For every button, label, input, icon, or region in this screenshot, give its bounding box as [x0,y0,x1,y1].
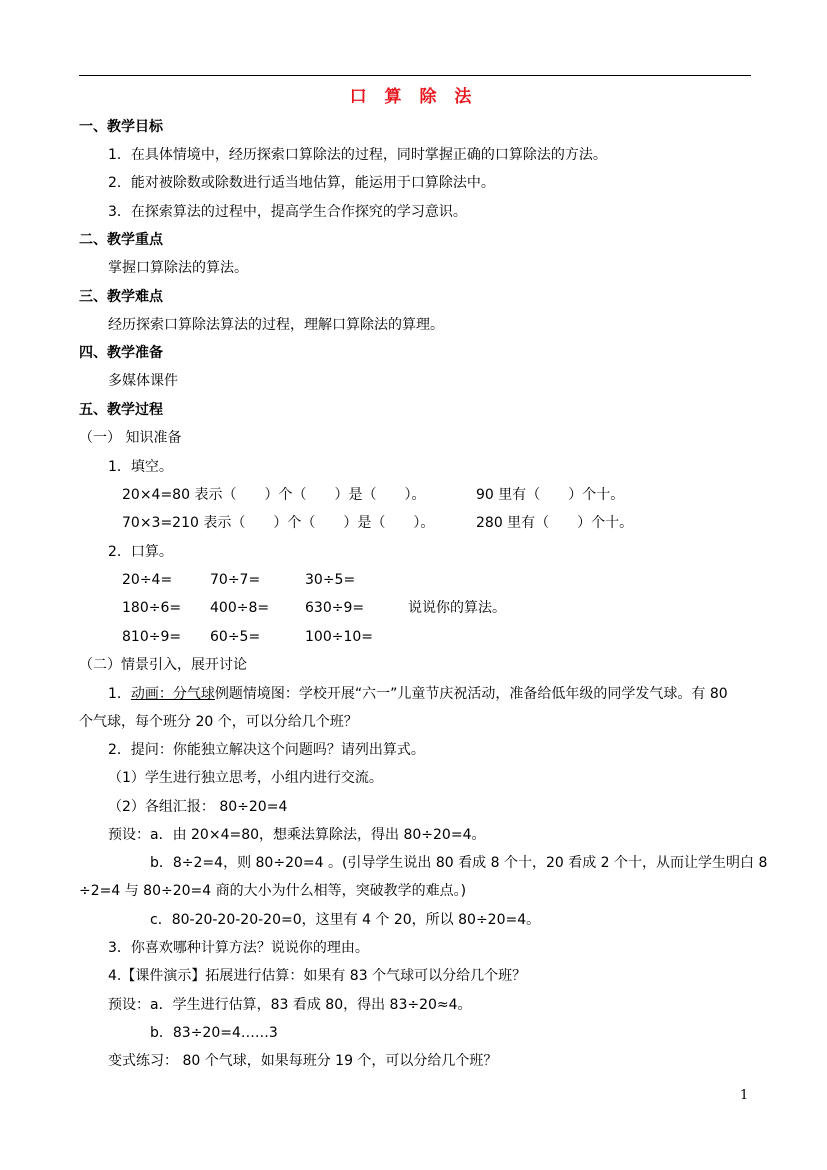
goal-item-3: 3．在探索算法的过程中，提高学生合作探究的学习意识。 [108,204,467,220]
preset-b: b．8÷2=4，则 80÷20=4 。(引导学生说出 80 看成 8 个十，20 看成 2 个十，从而让学生明白 8 [150,855,768,871]
fill-blank-row1-right: 90 里有（ ）个十。 [476,487,625,503]
difficulties-text: 经历探索口算除法算法的过程，理解口算除法的算理。 [108,317,444,333]
variant-exercise: 变式练习： 80 个气球，如果每班分 19 个，可以分给几个班？ [108,1053,498,1069]
oral-calc-item: 70÷7= [210,572,261,588]
oral-calc-note: 说说你的算法。 [408,600,506,616]
section-heading-goals: 一、教学目标 [79,119,163,135]
fill-blank-title: 1．填空。 [108,459,173,475]
fill-blank-row2-right: 280 里有（ ）个十。 [476,515,634,531]
fill-blank-row2-left: 70×3=210 表示（ ）个（ ）是（ ）。 [122,515,435,531]
oral-calc-title: 2．口算。 [108,544,173,560]
part2-paragraph-2a: （1）学生进行独立思考，小组内进行交流。 [108,770,383,786]
oral-calc-item: 60÷5= [210,629,261,645]
preset-4b: b．83÷20=4……3 [150,1025,278,1041]
preparation-text: 多媒体课件 [108,373,178,389]
goal-item-1: 1．在具体情境中，经历探索口算除法的过程，同时掌握正确的口算除法的方法。 [108,147,607,163]
section-heading-difficulties: 三、教学难点 [79,289,163,305]
fill-blank-row1-left: 20×4=80 表示（ ）个（ ）是（ ）。 [122,487,426,503]
oral-calc-item: 100÷10= [305,629,373,645]
part1-heading: （一） 知识准备 [79,430,182,446]
goal-item-2: 2．能对被除数或除数进行适当地估算，能运用于口算除法中。 [108,175,495,191]
section-heading-preparation: 四、教学准备 [79,345,163,361]
preset-4a: 预设：a．学生进行估算，83 看成 80，得出 83÷20≈4。 [108,997,472,1013]
part2-paragraph-1-cont: 个气球，每个班分 20 个，可以分给几个班？ [79,714,358,730]
oral-calc-item: 180÷6= [122,600,182,616]
part2-paragraph-2b: （2）各组汇报： 80÷20=4 [108,799,288,815]
part2-paragraph-4: 4.【课件演示】拓展进行估算：如果有 83 个气球可以分给几个班？ [108,968,527,984]
section-heading-key-points: 二、教学重点 [79,232,163,248]
p1-number: 1． [108,686,131,702]
section-heading-process: 五、教学过程 [79,402,163,418]
part2-heading: （二）情景引入，展开讨论 [79,657,247,673]
part2-paragraph-2: 2．提问：你能独立解决这个问题吗？请列出算式。 [108,742,425,758]
oral-calc-item: 810÷9= [122,629,182,645]
oral-calc-item: 400÷8= [210,600,270,616]
header-rule [79,75,751,76]
preset-b-cont: ÷2=4 与 80÷20=4 商的大小为什么相等，突破教学的难点。) [79,883,467,899]
oral-calc-item: 20÷4= [122,572,173,588]
preset-a: 预设：a．由 20×4=80，想乘法算除法，得出 80÷20=4。 [108,827,486,843]
oral-calc-item: 30÷5= [305,572,356,588]
oral-calc-item: 630÷9= [305,600,365,616]
animation-link[interactable]: 动画：分气球 [130,686,215,702]
page-title: 口 算 除 法 [349,87,478,107]
preset-c: c．80-20-20-20-20=0，这里有 4 个 20，所以 80÷20=4。 [150,912,541,928]
part2-paragraph-1 [108,684,728,704]
p1-text: 例题情境图：学校开展“六一”儿童节庆祝活动，准备给低年级的同学发气球。有 80 [214,686,728,702]
page-number: 1 [740,1088,749,1103]
part2-paragraph-3: 3．你喜欢哪种计算方法？说说你的理由。 [108,940,369,956]
key-points-text: 掌握口算除法的算法。 [108,260,248,276]
